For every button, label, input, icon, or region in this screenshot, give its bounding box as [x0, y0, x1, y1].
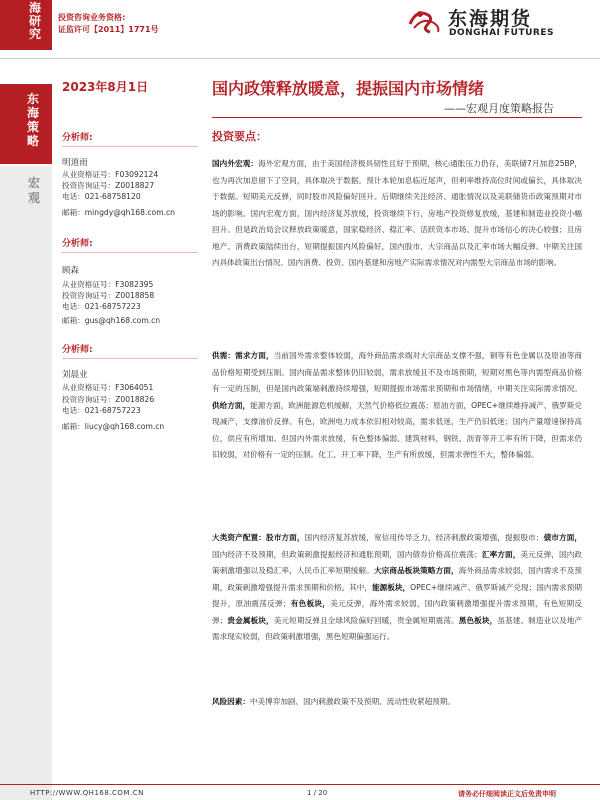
equity-heading: 股市方面，	[265, 533, 305, 542]
commodity-text: 海外商品需求较弱，国内需求不及预期，政策刺激增强提升需求预期和价格。其中，	[212, 566, 583, 592]
footer-divider	[0, 784, 600, 785]
report-title: 国内政策释放暖意，提振国内市场情绪	[212, 79, 485, 98]
sidebar-strategy-block	[0, 84, 52, 164]
analyst-license: 从业资格证号：F03092124	[62, 170, 159, 179]
footer-disclaimer: 请务必仔细阅读正文后免责申明	[458, 790, 556, 798]
qualification-line-2: 证监许可【2011】1771号	[58, 25, 159, 34]
analyst-phone: 电话：021-68757223	[62, 406, 141, 415]
qualification-note	[58, 12, 159, 36]
wave-logo-icon	[408, 6, 444, 36]
analyst-email[interactable]: 邮箱：mingdy@qh168.com.cn	[62, 208, 175, 217]
demand-text: 当前国外需求整体较弱，海外商品需求端对大宗商品支撑不强，铜等有色金属以及原油等商品价格短期受到压制。国内商品需求整体仍旧较弱，需求放缓且不及市场预期，短期对黑色等内需型商品价格有一定的压制，但是国内政策端刺激持续增强，短期提振市场需求预期和市场情绪，中期关注实际需求情况。	[212, 351, 583, 393]
analyst-label: 分析师:	[62, 239, 93, 249]
investment-highlights-heading: 投资要点：	[212, 130, 267, 143]
energy-text: OPEC+继续减产、俄罗斯减产兑现；国内需求预期提升，原油震荡反弹；	[212, 582, 582, 608]
black-heading: 黑色板块，	[458, 615, 498, 625]
analyst-name: 明道雨	[62, 158, 88, 168]
fx-heading: 汇率方面，	[481, 549, 521, 559]
analyst-phone: 电话：021-68757223	[62, 302, 141, 311]
asset-allocation-paragraph	[212, 530, 582, 646]
asset-allocation-heading: 大类资产配置：	[212, 533, 266, 542]
analyst-divider	[62, 252, 198, 253]
page-number: 1 / 20	[307, 789, 328, 797]
sidebar-category-block	[0, 166, 52, 800]
analyst-name: 顾森	[62, 266, 80, 276]
sidebar-category-label: 宏观	[27, 176, 40, 205]
analyst-consult-license: 投资咨询证号：Z0018858	[62, 291, 155, 300]
header-divider	[0, 58, 600, 59]
black-text: 虽基建、制造业以及地产需求现实较弱，但政策刺激增强，黑色短期偏强运行。	[212, 615, 583, 641]
logo-chinese-name: 东海期货	[448, 8, 533, 30]
analyst-phone: 电话：021-68758120	[62, 192, 141, 201]
company-logo	[408, 2, 578, 44]
analyst-license: 从业资格证号：F3064051	[62, 383, 154, 392]
macro-heading: 国内外宏观：	[212, 159, 259, 168]
risk-text: 中美博弈加剧、国内刺激政策不及预期、流动性收紧超预期。	[249, 697, 455, 706]
energy-heading: 能源板块，	[372, 582, 411, 592]
analyst-consult-license: 投资咨询证号：Z0018826	[62, 395, 155, 404]
gold-heading: 贵金属板块，	[227, 615, 274, 625]
analyst-name: 刘晨业	[62, 370, 88, 380]
footer-website-link[interactable]: HTTP://WWW.QH168.COM.CN	[30, 789, 144, 797]
risk-heading: 风险因素：	[212, 697, 250, 706]
macro-paragraph	[212, 156, 582, 272]
fx-text: 美元反弹，国内政策刺激增强以及稳汇率，人民币汇率短期缓解。	[212, 549, 583, 575]
commodity-heading: 大宗商品板块策略方面，	[373, 566, 459, 575]
analyst-consult-license: 投资咨询证号：Z0018827	[62, 181, 155, 190]
logo-english-name: DONGHAI FUTURES	[449, 28, 554, 38]
analyst-label: 分析师:	[62, 133, 93, 143]
title-divider	[212, 117, 582, 118]
bond-text: 国内经济不及预期，但政策刺激提振经济和通胀预期，国内债券价格高位震荡；	[212, 549, 482, 559]
bond-heading: 债市方面，	[543, 533, 583, 542]
supply-demand-paragraph	[212, 348, 582, 464]
analyst-email[interactable]: 邮箱：gus@qh168.com.cn	[62, 316, 161, 325]
supply-demand-heading: 供需：	[212, 351, 236, 360]
report-subtitle: ——宏观月度策略报告	[444, 102, 554, 115]
analyst-divider	[62, 146, 198, 147]
supply-heading: 供给方面，	[212, 400, 251, 410]
metal-heading: 有色板块，	[290, 599, 331, 608]
report-date: 2023年8月1日	[62, 80, 149, 94]
demand-heading: 需求方面，	[235, 351, 274, 360]
analyst-license: 从业资格证号：F3082395	[62, 280, 154, 289]
supply-text: 能源方面，欧洲能源危机缓解，天然气价格低位震荡；原油方面，OPEC+继续维持减产、俄罗斯兑现减产，支撑油价反弹。有色，欧洲电力成本依旧相对较高，需求低迷，生产仍旧低迷；国内产量增速保持高位，供应有所增加。但国内外需求放缓，有色整体偏弱。建筑材料，钢铁、沥青等开工率有所下降，但需求仍旧较弱，对价格有一定的压制。化工，开工率下降，生产有所放缓，但需求弹性不大，整体偏弱。	[212, 400, 582, 459]
metal-text: 美元反弹，海外需求较弱，国内政策刺激增强提升需求预期，有色短期反弹；	[212, 599, 583, 625]
sidebar-strategy-label: 东海策略	[26, 92, 39, 148]
analyst-email[interactable]: 邮箱：liucy@qh168.com.cn	[62, 422, 165, 431]
qualification-line-1: 投资咨询业务资格:	[58, 13, 126, 22]
analyst-label: 分析师:	[62, 345, 93, 355]
equity-text: 国内经济复苏放缓，宽信用传导乏力，经济刺激政策增强，提振股市；	[304, 533, 544, 542]
analyst-divider	[62, 358, 198, 359]
risk-paragraph	[212, 694, 582, 711]
corner-brand-block	[0, 0, 52, 50]
macro-text: 海外宏观方面，由于美国经济极具韧性且好于预期，核心通胀压力仍存，美联储7月加息25BP，也为再次加息留下了空间，具体取决于数据。预计本轮加息临近尾声，但利率维持高位时间或偏长，具体取决于数据。短期美元反弹，同时股市风险偏好回升。后期继续关注经济、通胀情况以及美联储货币政策预期对市场的影响。国内宏观方面，国内经济复苏放缓，投资继续下行，房地产投资修复放缓，基建和制造业投资小幅回升。但是政治局会议释放政策暖意，国家稳经济、稳汇率、活跃资本市场、提升市场信心的决心较强；且房地产、消费政策陆续出台，短期提振国内风险偏好，国内股市、大宗商品以及汇率市场大幅反弹。中期关注国内具体政策出台情况、国内消费、投资、国内基建和房地产实际需求情况对内需型大宗商品市场的影响。	[212, 159, 583, 267]
corner-label: 海研究	[28, 1, 41, 41]
gold-text: 美元短期反弹且全球风险偏好回暖，贵金属短期震荡。	[273, 615, 459, 625]
